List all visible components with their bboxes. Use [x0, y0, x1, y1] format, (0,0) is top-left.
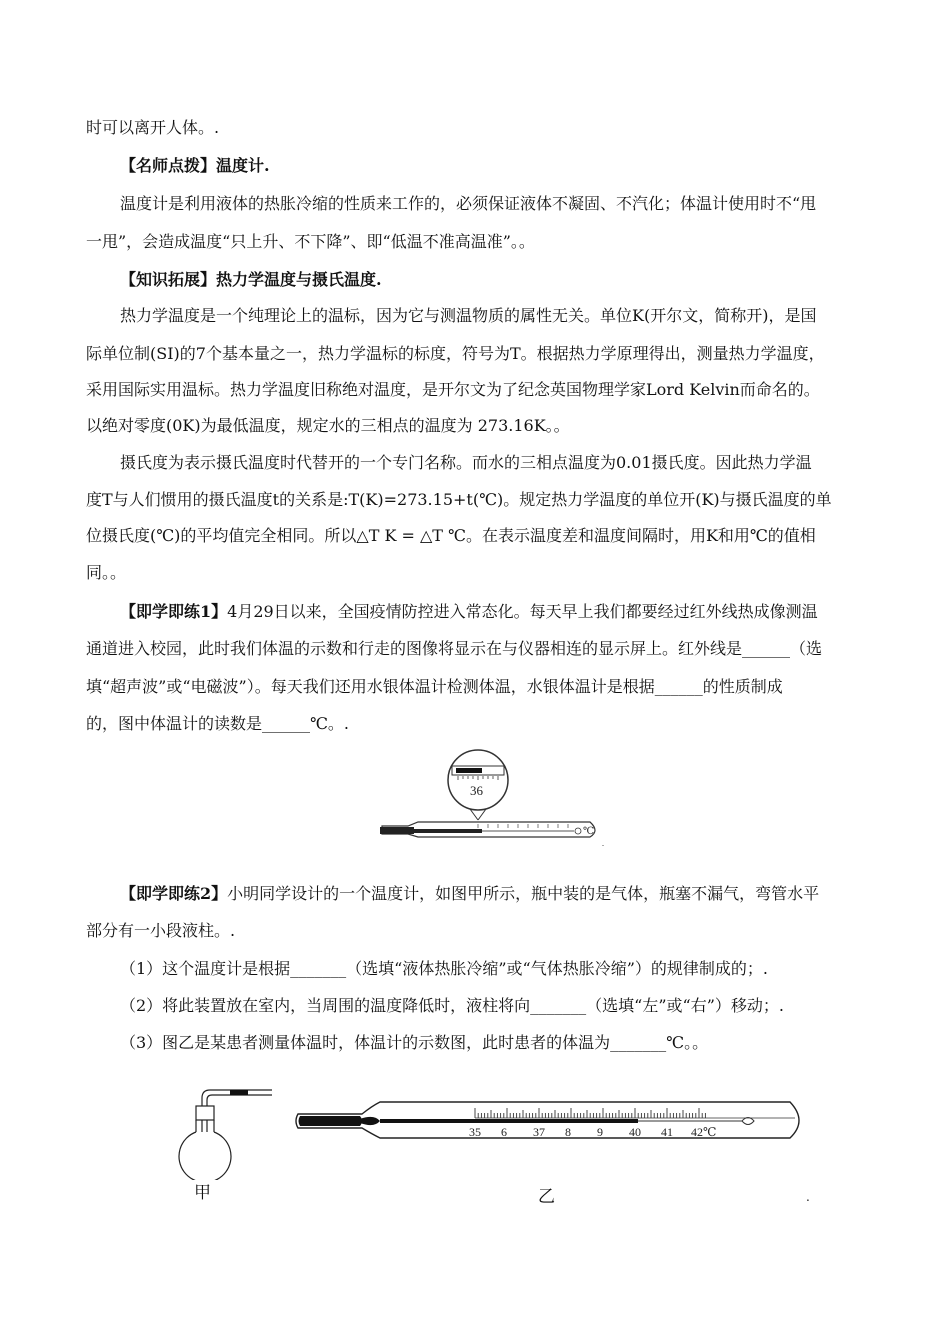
exercise-2-line [120, 884, 819, 904]
exercise-2-text: 小明同学设计的一个温度计，如图甲所示，瓶中装的是气体，瓶塞不漏气，弯管水平 [227, 884, 820, 903]
scale-label: 6 [501, 1125, 507, 1139]
scale-label: 42℃ [691, 1125, 717, 1139]
scale-label: 37 [533, 1125, 545, 1139]
question-3: （3）图乙是某患者测量体温时，体温计的示数图，此时患者的体温为_______℃。。 [120, 1033, 709, 1052]
text-line: 采用国际实用温标。热力学温度旧称绝对温度，是开尔文为了纪念英国物理学家Lord Kelvin而命名的。 [86, 380, 820, 399]
figure-label-jia: 甲 [194, 1183, 211, 1203]
zoom-reading-label: 36 [470, 783, 483, 798]
text-line: 填“超声波”或“电磁波”）。每天我们还用水银体温计检测体温，水银体温计是根据______的性质制成 [86, 677, 783, 696]
figure-label-yi: 乙 [538, 1187, 555, 1207]
paragraph-mark: . [806, 1190, 810, 1204]
exercise-2-heading: 【即学即练2】 [120, 884, 228, 903]
text-line: 的，图中体温计的读数是______℃。. [86, 714, 349, 733]
text-line: 通道进入校园，此时我们体温的示数和行走的图像将显示在与仪器相连的显示屏上。红外线是______（选 [86, 639, 823, 658]
text-line: 热力学温度是一个纯理论上的温标，因为它与测温物质的属性无关。单位K(开尔文，简称开)，是国 [120, 306, 817, 325]
section-heading-extension: 【知识拓展】热力学温度与摄氏温度. [120, 270, 382, 289]
text-line: 度T与人们惯用的摄氏温度t的关系是:T(K)=273.15+t(℃)。规定热力学温度的单位开(K)与摄氏温度的单 [86, 490, 832, 509]
clinical-thermometer-figure [290, 1092, 815, 1150]
text-line: 以绝对零度(0K)为最低温度，规定水的三相点的温度为 273.16K。。 [86, 416, 570, 435]
text-line: 摄氏度为表示摄氏温度时代替开的一个专门名称。而水的三相点温度为0.01摄氏度。因此热力学温 [120, 453, 812, 472]
scale-label: 8 [565, 1125, 571, 1139]
text-line: 位摄氏度(℃)的平均值完全相同。所以△T K = △T ℃。在表示温度差和温度间隔时，用K和用℃的值相 [86, 526, 816, 545]
text-line: 时可以离开人体。. [86, 118, 220, 137]
exercise-1-text: 4月29日以来，全国疫情防控进入常态化。每天早上我们都要经过红外线热成像测温 [227, 602, 818, 621]
scale-label: 9 [597, 1125, 603, 1139]
exercise-1-heading: 【即学即练1】 [120, 602, 228, 621]
scale-label: 40 [629, 1125, 641, 1139]
unit-label: ℃ [583, 826, 595, 837]
text-line: 际单位制(SI)的7个基本量之一，热力学温标的标度，符号为T。根据热力学原理得出，测量热力学温度， [86, 344, 825, 363]
exercise-1-line [120, 602, 818, 622]
question-2: （2）将此装置放在室内，当周围的温度降低时，液柱将向_______（选填“左”或“右”）移动；. [120, 996, 784, 1015]
question-1: （1）这个温度计是根据_______（选填“液体热胀冷缩”或“气体热胀冷缩”）的规律制成的；. [120, 959, 768, 978]
text-line: 同。。 [86, 563, 127, 582]
section-heading-tips: 【名师点拨】温度计. [120, 156, 270, 175]
flask-thermometer-figure [170, 1080, 280, 1180]
text-line: 一甩”，会造成温度“只上升、不下降”、即“低温不准高温准”。。 [86, 232, 535, 251]
scale-label: 35 [469, 1125, 481, 1139]
scale-label: 41 [661, 1125, 673, 1139]
thermometer-figure-1 [378, 748, 608, 848]
mercury-column [380, 1119, 638, 1123]
svg-text:.: . [602, 839, 604, 848]
text-line: 部分有一小段液柱。. [86, 921, 236, 940]
text-line: 温度计是利用液体的热胀冷缩的性质来工作的，必须保证液体不凝固、不汽化；体温计使用时不“甩 [120, 194, 817, 213]
liquid-column [230, 1090, 248, 1095]
